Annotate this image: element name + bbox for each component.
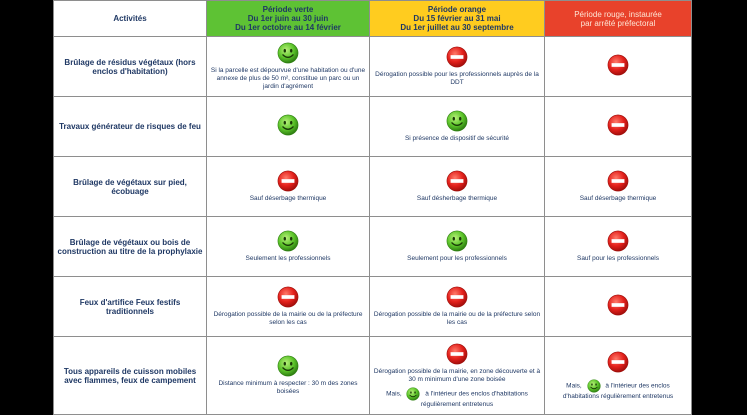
- smiley-icon: [277, 355, 299, 377]
- header-orange-title: Période orange: [427, 5, 487, 14]
- table-row: [54, 217, 692, 277]
- fire-regulation-table: [53, 0, 692, 415]
- forbidden-icon: [446, 343, 468, 365]
- cell-verte: [207, 37, 370, 97]
- cell-text: Dérogation possible de la mairie, en zone découverte et à 30 m minimum d'une zone boisée: [373, 367, 541, 383]
- cell-text: Dérogation possible de la mairie ou de la préfecture selon les cas: [213, 311, 363, 326]
- forbidden-icon: [607, 294, 629, 316]
- header-periode-rouge: [545, 1, 692, 37]
- cell-rouge: [545, 97, 692, 157]
- activity-cell: Brûlage de résidus végétaux (hors enclos d'habitation): [54, 37, 207, 97]
- header-periode-orange: [370, 1, 545, 37]
- cell-text: Dérogation possible de la mairie ou de la préfecture selon les cas: [373, 311, 541, 326]
- cell-text: Distance minimum à respecter : 30 m des zones boisées: [218, 380, 358, 395]
- activity-cell: Brûlage de végétaux ou bois de construction au titre de la prophylaxie: [54, 217, 207, 277]
- forbidden-icon: [446, 170, 468, 192]
- header-verte-title: Période verte: [262, 5, 314, 14]
- cell-verte: [207, 337, 370, 415]
- header-verte-line1: Du 1er juin au 30 juin: [247, 14, 329, 23]
- forbidden-icon: [446, 286, 468, 308]
- header-orange-line1: Du 15 février au 31 mai: [413, 14, 501, 23]
- cell-verte: [207, 217, 370, 277]
- activity-cell: Travaux générateur de risques de feu: [54, 97, 207, 157]
- activity-cell: Feux d'artifice Feux festifs traditionnels: [54, 277, 207, 337]
- cell-orange: [370, 337, 545, 415]
- table-row: [54, 157, 692, 217]
- smiley-icon: [277, 114, 299, 136]
- forbidden-icon: [277, 286, 299, 308]
- forbidden-icon: [607, 114, 629, 136]
- mais-label: Mais,: [566, 382, 582, 390]
- header-rouge-line2: par arrêté préfectoral: [580, 18, 656, 28]
- table-row: [54, 97, 692, 157]
- forbidden-icon: [607, 230, 629, 252]
- forbidden-icon: [607, 54, 629, 76]
- forbidden-icon: [607, 170, 629, 192]
- cell-verte: [207, 157, 370, 217]
- cell-extra-text: à l'intérieur des enclos d'habitations régulièrement entretenus: [562, 382, 674, 400]
- smiley-icon: [277, 230, 299, 252]
- header-orange-line2: Du 1er juillet au 30 septembre: [400, 23, 514, 32]
- table-row: [54, 337, 692, 415]
- cell-rouge: [545, 277, 692, 337]
- cell-rouge: [545, 337, 692, 415]
- activity-cell: Tous appareils de cuisson mobiles avec flammes, feux de campement: [54, 337, 207, 415]
- mais-label: Mais,: [386, 390, 402, 398]
- cell-text: Seulement les professionnels: [245, 255, 331, 262]
- forbidden-icon: [446, 46, 468, 68]
- cell-orange: [370, 277, 545, 337]
- cell-rouge: [545, 217, 692, 277]
- cell-text: Seulement pour les professionnels: [407, 255, 507, 262]
- header-verte-line2: Du 1er octobre au 14 février: [235, 23, 341, 32]
- header-activites: Activités: [54, 1, 207, 37]
- smiley-icon: [446, 110, 468, 132]
- cell-extra-text: à l'intérieur des enclos d'habitations régulièrement entretenus: [420, 390, 528, 408]
- table-row: [54, 277, 692, 337]
- table-row: [54, 37, 692, 97]
- cell-rouge: [545, 37, 692, 97]
- cell-verte: [207, 97, 370, 157]
- cell-text: Sauf désherbage thermique: [416, 195, 498, 202]
- cell-text: Sauf déserbage thermique: [249, 195, 327, 202]
- cell-rouge: [545, 157, 692, 217]
- forbidden-icon: [607, 351, 629, 373]
- cell-verte: [207, 277, 370, 337]
- cell-orange: [370, 97, 545, 157]
- cell-orange: [370, 37, 545, 97]
- forbidden-icon: [277, 170, 299, 192]
- smiley-icon: [406, 387, 420, 401]
- smiley-icon: [446, 230, 468, 252]
- smiley-icon: [587, 379, 601, 393]
- cell-text: Sauf déserbage thermique: [579, 195, 657, 202]
- activity-cell: Brûlage de végétaux sur pied, écobuage: [54, 157, 207, 217]
- cell-text: Si présence de dispositif de sécurité: [404, 135, 510, 142]
- cell-text: Sauf pour les professionnels: [576, 255, 660, 262]
- cell-text: Dérogation possible pour les professionnels auprès de la DDT: [375, 71, 539, 86]
- header-rouge-line1: Période rouge, instaurée: [574, 9, 662, 19]
- header-periode-verte: [207, 1, 370, 37]
- cell-orange: [370, 217, 545, 277]
- smiley-icon: [277, 42, 299, 64]
- cell-orange: [370, 157, 545, 217]
- cell-text: Si la parcelle est dépourvue d'une habitation ou d'une annexe de plus de 50 m², constitue un parc ou un jardin d'agrément: [210, 67, 366, 90]
